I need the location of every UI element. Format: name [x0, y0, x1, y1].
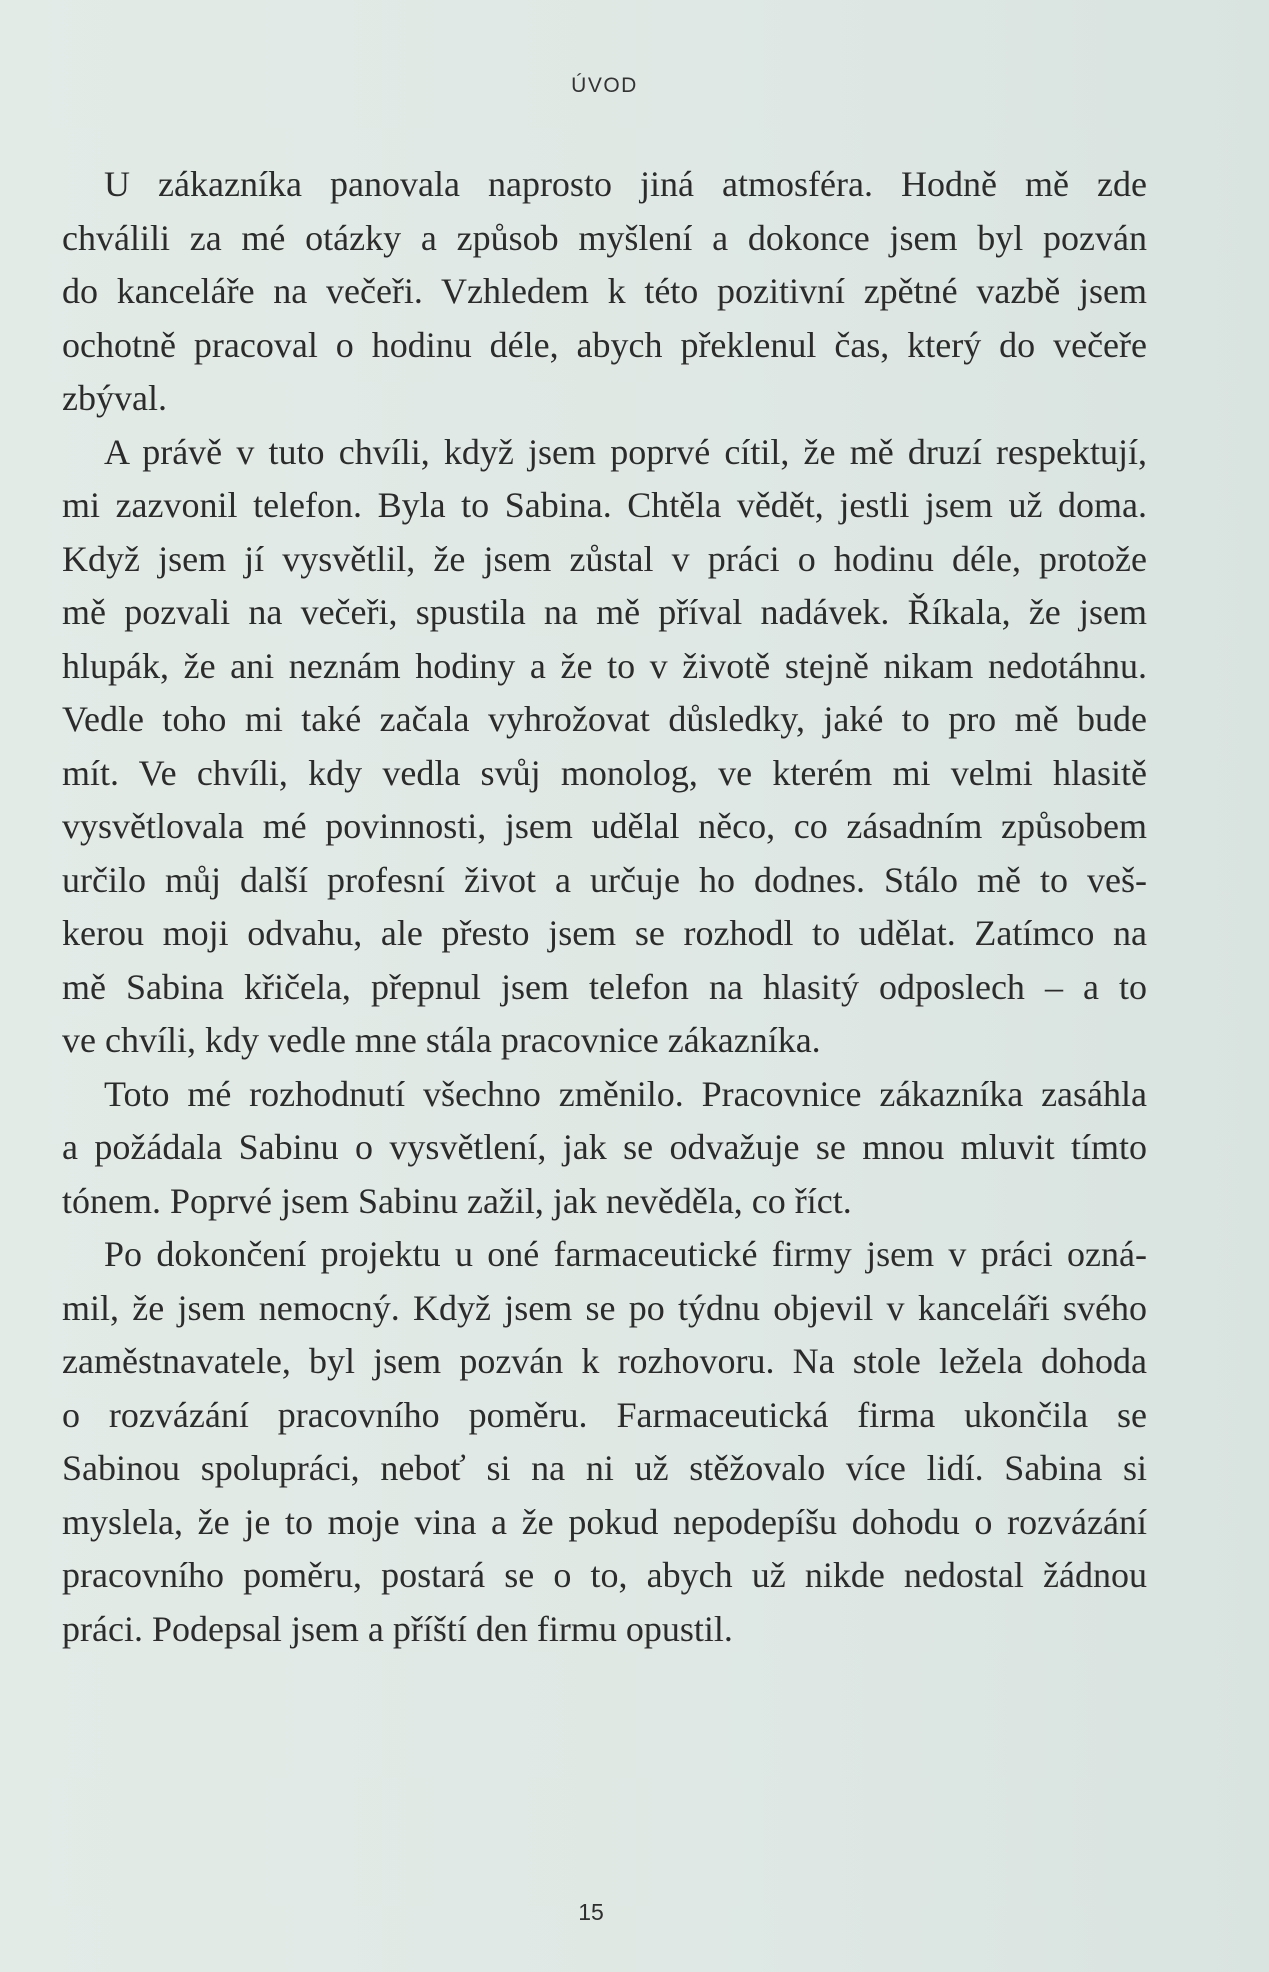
text-line: kerou moji odvahu, ale přesto jsem se rozhodl to udělat. Zatímco na: [62, 913, 1147, 953]
page-number: 15: [578, 1899, 604, 1925]
running-head: ÚVOD: [571, 74, 638, 97]
text-line: mil, že jsem nemocný. Když jsem se po týdnu objevil v kanceláři svého: [62, 1287, 1147, 1328]
text-line: hlupák, že ani neznám hodiny a že to v životě stejně nikam nedotáhnu.: [62, 645, 1147, 686]
text-line: vysvětlovala mé povinnosti, jsem udělal něco, co zásadním způsobem: [62, 806, 1147, 846]
text-line: Toto mé rozhodnutí všechno změnilo. Pracovnice zákazníka zasáhla: [104, 1073, 1147, 1114]
text-line: Sabinou spolupráci, neboť si na ni už stěžovalo více lidí. Sabina si: [62, 1448, 1147, 1488]
text-line: určilo můj další profesní život a určuje ho dodnes. Stálo mě to veš-: [62, 859, 1147, 900]
text-line: chválili za mé otázky a způsob myšlení a dokonce jsem byl pozván: [62, 217, 1147, 258]
text-line: myslela, že je to moje vina a že pokud nepodepíšu dohodu o rozvázání: [62, 1501, 1147, 1542]
text-line: A právě v tuto chvíli, když jsem poprvé cítil, že mě druzí respektují,: [104, 431, 1147, 472]
paragraph: [62, 158, 1147, 426]
text-line: U zákazníka panovala naprosto jiná atmosféra. Hodně mě zde: [104, 164, 1147, 204]
text-line: mě pozvali na večeři, spustila na mě příval nadávek. Říkala, že jsem: [62, 592, 1147, 632]
text-line: do kanceláře na večeři. Vzhledem k této pozitivní zpětné vazbě jsem: [62, 271, 1147, 311]
text-line: ve chvíli, kdy vedle mne stála pracovnice zákazníka.: [62, 1020, 821, 1060]
text-line: o rozvázání pracovního poměru. Farmaceutická firma ukončila se: [62, 1394, 1147, 1435]
text-line: ochotně pracoval o hodinu déle, abych překlenul čas, který do večeře: [62, 324, 1147, 365]
paragraph: [62, 1068, 1147, 1229]
text-line: mi zazvonil telefon. Byla to Sabina. Chtěla vědět, jestli jsem už doma.: [62, 485, 1147, 525]
text-line: práci. Podepsal jsem a příští den firmu opustil.: [62, 1608, 733, 1649]
text-line: mě Sabina křičela, přepnul jsem telefon na hlasitý odposlech – a to: [62, 966, 1147, 1007]
text-line: zaměstnavatele, byl jsem pozván k rozhovoru. Na stole ležela dohoda: [62, 1341, 1147, 1381]
text-line: pracovního poměru, postará se o to, abych už nikde nedostal žádnou: [62, 1555, 1147, 1595]
text-line: mít. Ve chvíli, kdy vedla svůj monolog, ve kterém mi velmi hlasitě: [62, 752, 1147, 793]
paragraph: [62, 1228, 1147, 1656]
text-line: Vedle toho mi také začala vyhrožovat důsledky, jaké to pro mě bude: [62, 699, 1147, 739]
body-text: [62, 158, 1147, 1656]
text-line: tónem. Poprvé jsem Sabinu zažil, jak nevěděla, co říct.: [62, 1180, 852, 1221]
text-line: zbýval.: [62, 378, 167, 418]
text-line: Když jsem jí vysvětlil, že jsem zůstal v práci o hodinu déle, protože: [62, 538, 1147, 579]
text-line: a požádala Sabinu o vysvětlení, jak se odvažuje se mnou mluvit tímto: [62, 1127, 1147, 1167]
paragraph: [62, 426, 1147, 1068]
text-line: Po dokončení projektu u oné farmaceutické firmy jsem v práci ozná-: [104, 1234, 1147, 1274]
